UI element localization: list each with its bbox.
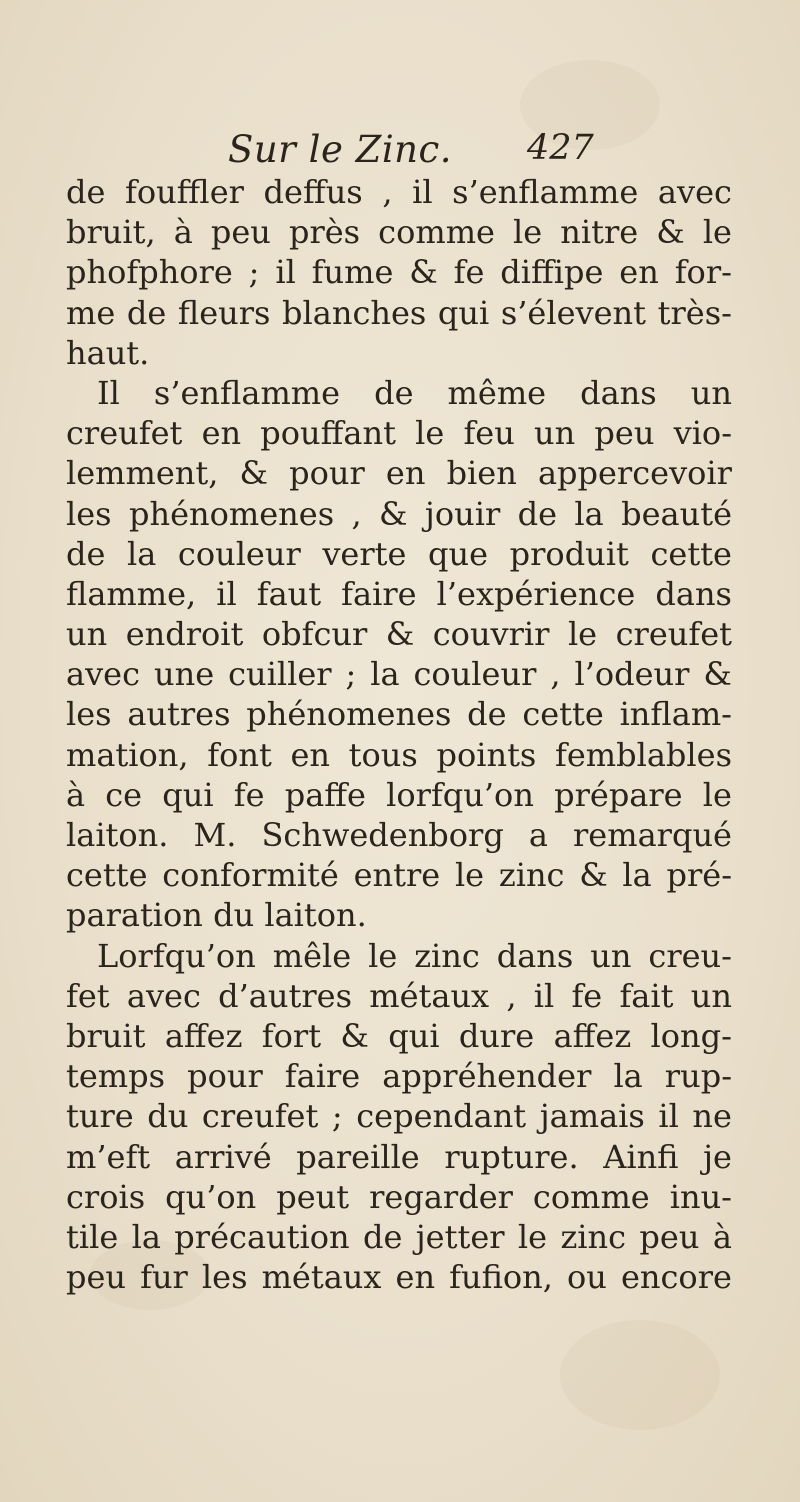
word: l’odeur xyxy=(574,655,690,694)
text-line xyxy=(66,694,732,734)
word: il xyxy=(216,574,237,613)
text-line xyxy=(66,413,732,453)
word: tous xyxy=(348,735,418,774)
word: pour xyxy=(187,1057,263,1096)
word: peu xyxy=(639,1217,700,1256)
word: avec xyxy=(657,173,732,211)
word: ce xyxy=(105,775,143,814)
text-line xyxy=(66,775,732,815)
word: obfcur xyxy=(261,615,368,654)
word: qui xyxy=(162,775,214,814)
word: me xyxy=(66,293,116,332)
word: entre xyxy=(353,856,441,895)
word: peu xyxy=(210,213,271,252)
word: temps xyxy=(66,1057,166,1096)
word: creufet xyxy=(66,414,183,453)
word: points xyxy=(436,735,537,774)
word: prépare xyxy=(554,775,683,814)
word: fume xyxy=(311,253,394,292)
word: paffe xyxy=(284,775,366,814)
word: fait xyxy=(619,976,674,1015)
word: lemment, xyxy=(66,454,219,493)
line-text: paration du laiton. xyxy=(66,896,367,935)
running-head-title: Sur le Zinc. xyxy=(228,128,452,171)
text-line xyxy=(66,936,732,976)
word: crois xyxy=(66,1177,146,1216)
word: , xyxy=(382,173,393,211)
word: dans xyxy=(580,373,657,412)
text-line xyxy=(66,1016,732,1056)
text-line xyxy=(66,895,732,935)
word: la xyxy=(622,856,652,895)
word: le xyxy=(513,213,543,252)
word: la xyxy=(370,655,400,694)
word: fe xyxy=(571,976,603,1015)
word: du xyxy=(147,1097,189,1136)
word: en xyxy=(619,253,659,292)
word: comme xyxy=(378,213,495,252)
word: beauté xyxy=(621,494,732,533)
word: en xyxy=(395,1258,436,1297)
word: la xyxy=(574,494,604,533)
word: peu xyxy=(594,414,655,453)
page-number: 427 xyxy=(527,128,594,168)
text-line xyxy=(66,1056,732,1096)
word: zinc xyxy=(560,1217,627,1256)
text-line xyxy=(66,212,732,252)
word: un xyxy=(66,615,108,654)
word: Ainfi xyxy=(603,1137,679,1176)
text-line xyxy=(66,1096,732,1136)
word: fe xyxy=(453,253,485,292)
word: nitre xyxy=(560,213,639,252)
word: long- xyxy=(650,1016,732,1055)
word: rup- xyxy=(664,1057,732,1096)
word: peu xyxy=(66,1258,127,1297)
word: fleurs xyxy=(177,293,271,332)
word: fet xyxy=(66,976,110,1015)
word: appercevoir xyxy=(537,454,732,493)
word: endroit xyxy=(125,615,244,654)
word: bruit, xyxy=(66,213,156,252)
word: cette xyxy=(650,534,732,573)
word: fouffler xyxy=(125,173,244,211)
word: pouffant xyxy=(260,414,396,453)
word: Il xyxy=(97,373,120,412)
text-line xyxy=(66,293,732,333)
word: & xyxy=(340,1016,369,1055)
word: de xyxy=(66,173,106,211)
word: avec xyxy=(66,655,141,694)
word: bruit xyxy=(66,1016,146,1055)
text-line xyxy=(66,172,732,212)
word: il xyxy=(658,1097,679,1136)
word: Schwedenborg xyxy=(261,816,504,854)
word: inflam- xyxy=(619,695,732,734)
text-line xyxy=(66,453,732,493)
word: & xyxy=(579,856,608,895)
word: il xyxy=(533,976,555,1015)
text-line xyxy=(66,815,732,855)
word: fort xyxy=(261,1016,322,1055)
word: le xyxy=(415,414,445,453)
word: l’expérience xyxy=(436,574,636,613)
word: il xyxy=(275,253,296,292)
word: flamme, xyxy=(66,574,197,613)
text-line xyxy=(66,333,732,373)
word: dure xyxy=(458,1016,535,1055)
text-line xyxy=(66,373,732,413)
text-line xyxy=(66,252,732,292)
word: jouir xyxy=(424,494,501,533)
word: phénomenes xyxy=(246,695,452,734)
word: de xyxy=(66,534,106,573)
body-text xyxy=(66,172,732,1297)
word: faire xyxy=(341,574,417,613)
word: une xyxy=(153,655,215,694)
word: ture xyxy=(66,1097,134,1136)
word: très- xyxy=(657,293,732,332)
word: ; xyxy=(331,1097,343,1136)
word: en xyxy=(290,735,330,774)
word: pré- xyxy=(666,856,732,895)
word: tile xyxy=(66,1217,119,1256)
word: le xyxy=(517,1217,548,1256)
word: fur xyxy=(140,1258,188,1297)
word: en xyxy=(201,414,242,453)
word: mation, xyxy=(66,735,189,774)
word: & xyxy=(656,213,685,252)
word: affez xyxy=(553,1016,632,1055)
word: ne xyxy=(692,1097,732,1136)
word: dans xyxy=(655,574,732,613)
text-line xyxy=(66,735,732,775)
word: ; xyxy=(248,253,260,292)
word: Lorfqu’on xyxy=(97,936,256,975)
word: cependant xyxy=(356,1097,527,1136)
word: précaution xyxy=(174,1217,350,1256)
word: qui xyxy=(388,1016,440,1055)
word: à xyxy=(712,1217,732,1256)
word: couvrir xyxy=(432,615,550,654)
word: pour xyxy=(289,454,365,493)
word: de xyxy=(517,494,558,533)
text-line xyxy=(66,1137,732,1177)
word: , xyxy=(506,976,517,1015)
word: encore xyxy=(620,1258,732,1297)
word: zinc xyxy=(414,936,480,975)
word: produit xyxy=(509,534,629,573)
word: creu- xyxy=(648,936,732,975)
text-line xyxy=(66,534,732,574)
word: métaux xyxy=(261,1258,382,1297)
text-line xyxy=(66,494,732,534)
text-line xyxy=(66,855,732,895)
word: zinc xyxy=(498,856,565,895)
word: de xyxy=(374,373,414,412)
word: regarder xyxy=(369,1177,513,1216)
word: le xyxy=(702,775,732,814)
word: phofphore xyxy=(66,253,233,292)
word: & xyxy=(703,655,732,694)
word: creufet xyxy=(201,1097,319,1136)
word: diffipe xyxy=(500,253,604,292)
word: bien xyxy=(446,454,517,493)
text-line xyxy=(66,976,732,1016)
word: le xyxy=(567,615,598,654)
word: couleur xyxy=(177,534,301,573)
word: & xyxy=(379,494,408,533)
word: laiton. xyxy=(66,816,169,854)
word: arrivé xyxy=(174,1137,272,1176)
word: creufet xyxy=(615,615,732,654)
word: un xyxy=(590,936,632,975)
word: les xyxy=(66,494,112,533)
word: couleur xyxy=(413,655,537,694)
word: un xyxy=(690,976,732,1015)
word: s’enflamme xyxy=(153,373,341,412)
word: rupture. xyxy=(444,1137,579,1176)
word: ; xyxy=(345,655,357,694)
word: cette xyxy=(522,695,604,734)
word: jamais xyxy=(539,1097,645,1136)
word: même xyxy=(447,373,547,412)
text-line xyxy=(66,654,732,694)
word: qu’on xyxy=(165,1177,257,1216)
word: que xyxy=(428,534,489,573)
word: deffus xyxy=(263,173,363,211)
word: faire xyxy=(284,1057,361,1096)
word: dans xyxy=(496,936,574,975)
word: la xyxy=(127,534,157,573)
word: affez xyxy=(164,1016,243,1055)
word: un xyxy=(534,414,576,453)
word: font xyxy=(207,735,272,774)
word: remarqué xyxy=(573,816,732,854)
word: s’enflamme xyxy=(452,173,639,211)
word: le xyxy=(368,936,398,975)
word: blanches xyxy=(282,293,427,332)
word: en xyxy=(385,454,426,493)
word: peut xyxy=(276,1177,350,1216)
word: m’eft xyxy=(66,1137,151,1176)
paper-stain xyxy=(560,1320,720,1430)
word: pareille xyxy=(296,1137,420,1176)
word: cette xyxy=(66,856,148,895)
word: a xyxy=(528,816,548,854)
word: mêle xyxy=(272,936,352,975)
word: faut xyxy=(256,574,322,613)
word: cuiller xyxy=(228,655,332,694)
word: fe xyxy=(233,775,265,814)
word: fufion, xyxy=(449,1258,553,1297)
running-head xyxy=(0,128,800,178)
word: il xyxy=(412,173,433,211)
word: les xyxy=(201,1258,248,1297)
text-line xyxy=(66,574,732,614)
word: le xyxy=(702,213,732,252)
word: s’élevent xyxy=(500,293,647,332)
word: métaux xyxy=(369,976,490,1015)
text-line xyxy=(66,1217,732,1257)
word: verte xyxy=(322,534,407,573)
word: de xyxy=(126,293,167,332)
word: autres xyxy=(127,695,231,734)
text-line xyxy=(66,1257,732,1297)
word: comme xyxy=(532,1177,650,1216)
word: à xyxy=(173,213,193,252)
word: le xyxy=(454,856,485,895)
word: de xyxy=(467,695,507,734)
word: & xyxy=(409,253,438,292)
word: appréhender xyxy=(382,1057,592,1096)
word: la xyxy=(131,1217,161,1256)
word: je xyxy=(703,1137,732,1176)
word: for- xyxy=(674,253,732,292)
word: un xyxy=(690,373,732,412)
word: qui xyxy=(437,293,490,332)
word: femblables xyxy=(555,735,732,774)
word: les xyxy=(66,695,112,734)
word: M. xyxy=(193,816,237,854)
text-line xyxy=(66,1177,732,1217)
word: & xyxy=(239,454,269,493)
word: feu xyxy=(463,414,515,453)
word: avec xyxy=(126,976,201,1015)
word: de xyxy=(362,1217,403,1256)
word: à xyxy=(66,775,86,814)
word: , xyxy=(351,494,362,533)
word: & xyxy=(385,615,415,654)
word: ou xyxy=(567,1258,607,1297)
text-line xyxy=(66,614,732,654)
word: d’autres xyxy=(218,976,352,1015)
line-text: haut. xyxy=(66,333,150,372)
word: vio- xyxy=(673,414,732,453)
word: la xyxy=(613,1057,643,1096)
word: conformité xyxy=(162,856,339,895)
word: près xyxy=(288,213,361,252)
word: inu- xyxy=(669,1177,732,1216)
word: , xyxy=(550,655,561,694)
word: jetter xyxy=(415,1217,505,1256)
word: lorfqu’on xyxy=(386,775,534,814)
word: phénomenes xyxy=(128,494,335,533)
